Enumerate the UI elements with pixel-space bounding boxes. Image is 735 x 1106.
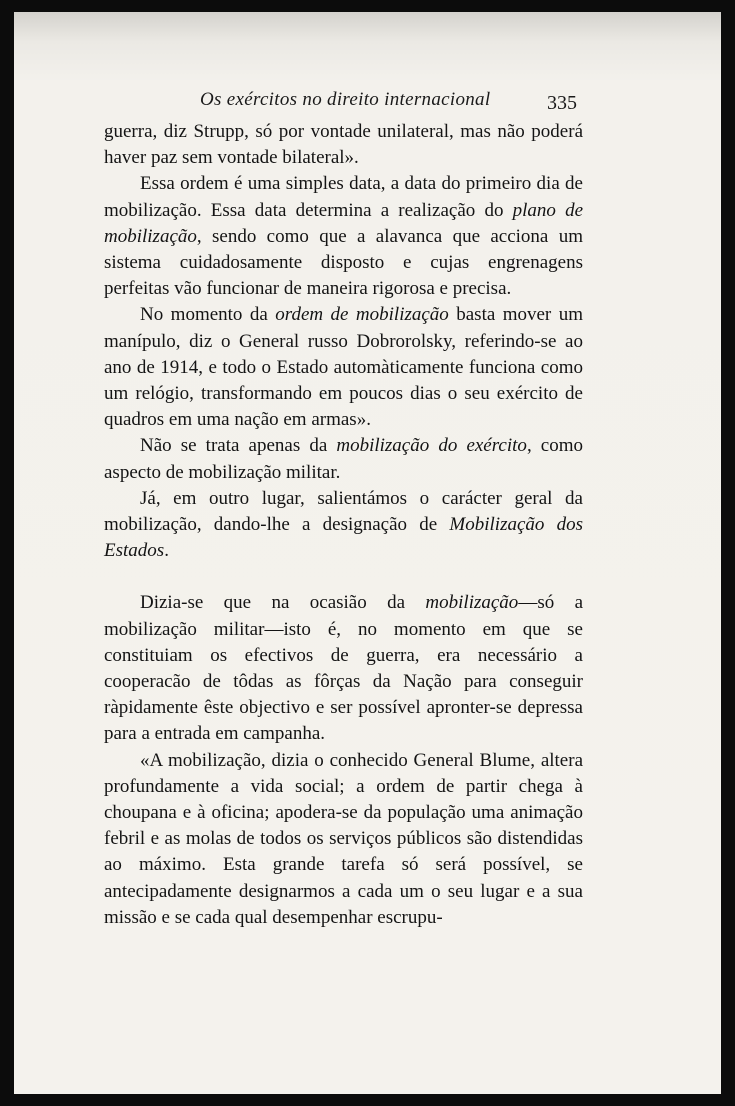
paragraph-1: guerra, diz Strupp, só por vontade unilateral, mas não poderá haver paz sem vontade bilateral».: [104, 121, 583, 169]
book-page: [14, 12, 721, 1094]
italic-term: ordem de mobilização: [275, 304, 449, 326]
italic-term: mobilização: [425, 592, 519, 614]
paragraph-5: Já, em outro lugar, salientámos o carácter geral da mobilização, dando-lhe a designação de Mobilização dos Estados.: [104, 487, 584, 562]
section-spacer: [104, 564, 583, 590]
paragraph-4: Não se trata apenas da mobilização do exército, como aspecto de mobilização militar.: [104, 435, 583, 483]
italic-term: plano de mobilização: [104, 199, 584, 247]
italic-term: mobilização do exército: [336, 435, 527, 457]
page-header: [14, 84, 721, 116]
paragraph-2: Essa ordem é uma simples data, a data do primeiro dia de mobilização. Essa data determina a realização do plano de mobilização, sendo como que a alavanca que acciona um sistema cuidadosamente disposto e cujas engrenagens perfeitas vão funcionar de maneira rigorosa e precisa.: [104, 173, 584, 300]
italic-term: Mobilização dos Estados: [104, 514, 584, 562]
running-title: Os exércitos no direito internacional: [200, 89, 491, 110]
paragraph-7: «A mobilização, dizia o conhecido General Blume, altera profundamente a vida social; a ordem de partir chega à choupana e à oficina; apodera-se da população uma animação febril e as molas de todos os serviços públicos são distendidas ao máximo. Esta grande tarefa só será possível, se antecipadamente designarmos a cada um o seu lugar e a sua missão e se cada qual desempenhar escrupu-: [104, 749, 583, 928]
page-number: 335: [547, 92, 577, 114]
paragraph-6: Dizia-se que na ocasião da mobilização—só a mobilização militar—isto é, no momento em que se constituiam os efectivos de guerra, era necessário a cooperacão de tôdas as fôrças da Nação para conseguir ràpidamente êste objectivo e ser possível apronter-se depressa para a entrada em campanha.: [104, 592, 584, 745]
body-text: [104, 119, 583, 931]
paragraph-3: No momento da ordem de mobilização basta mover um manípulo, diz o General russo Dobrorolsky, referindo-se ao ano de 1914, e todo o Estado automàticamente funciona como um relógio, transformando em poucos dias o seu exército de quadros em uma nação em armas».: [104, 304, 583, 431]
